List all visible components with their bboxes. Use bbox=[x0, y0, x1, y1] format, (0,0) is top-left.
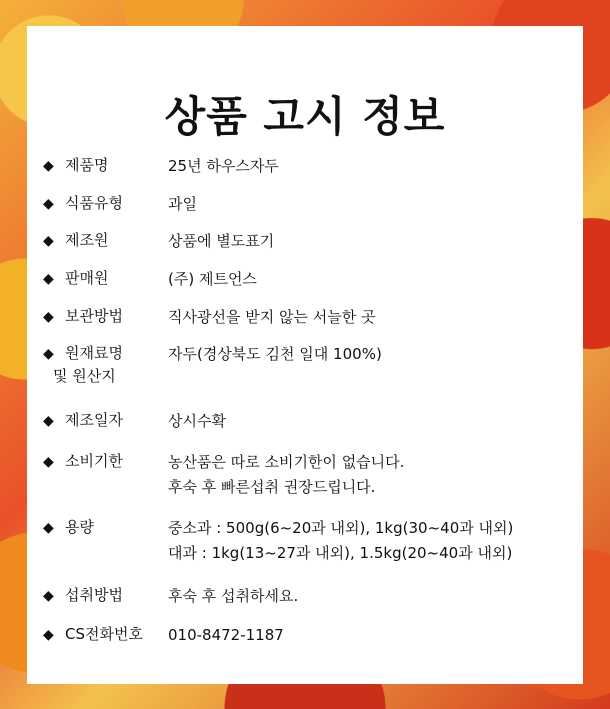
value-expiry-line1: 농산품은 따로 소비기한이 없습니다. bbox=[168, 453, 405, 471]
label-product-name: 제품명 bbox=[65, 156, 109, 174]
diamond-bullet-icon: ◆ bbox=[43, 271, 54, 287]
diamond-bullet-icon: ◆ bbox=[43, 346, 54, 362]
diamond-bullet-icon: ◆ bbox=[43, 588, 54, 604]
label-cs-phone: CS전화번호 bbox=[65, 625, 143, 643]
page-title: 상품 고시 정보 bbox=[164, 92, 446, 141]
label-food-type: 식품유형 bbox=[65, 194, 123, 212]
value-product-name: 25년 하우스자두 bbox=[168, 157, 279, 175]
label-production-date: 제조일자 bbox=[65, 411, 123, 429]
label-ingredients: 원재료명 bbox=[65, 344, 123, 362]
label-ingredients-line2: 및 원산지 bbox=[53, 367, 116, 385]
label-expiry: 소비기한 bbox=[65, 452, 123, 470]
value-food-type: 과일 bbox=[168, 195, 197, 213]
info-card bbox=[27, 26, 583, 684]
value-ingredients: 자두(경상북도 김천 일대 100%) bbox=[168, 345, 382, 363]
value-consumption: 후숙 후 섭취하세요. bbox=[168, 587, 299, 605]
label-seller: 판매원 bbox=[65, 269, 109, 287]
diamond-bullet-icon: ◆ bbox=[43, 520, 54, 536]
value-capacity-line2: 대과 : 1kg(13~27과 내외), 1.5kg(20~40과 내외) bbox=[168, 544, 513, 562]
diamond-bullet-icon: ◆ bbox=[43, 454, 54, 470]
diamond-bullet-icon: ◆ bbox=[43, 413, 54, 429]
value-expiry-line2: 후숙 후 빠른섭취 권장드립니다. bbox=[168, 478, 376, 496]
value-capacity-line1: 중소과 : 500g(6~20과 내외), 1kg(30~40과 내외) bbox=[168, 519, 514, 537]
label-manufacturer: 제조원 bbox=[65, 231, 109, 249]
value-cs-phone: 010-8472-1187 bbox=[168, 626, 284, 644]
value-production-date: 상시수확 bbox=[168, 412, 226, 430]
diamond-bullet-icon: ◆ bbox=[43, 627, 54, 643]
label-capacity: 용량 bbox=[65, 518, 94, 536]
value-seller: (주) 제트언스 bbox=[168, 270, 257, 288]
diamond-bullet-icon: ◆ bbox=[43, 196, 54, 212]
diamond-bullet-icon: ◆ bbox=[43, 158, 54, 174]
label-storage: 보관방법 bbox=[65, 307, 123, 325]
diamond-bullet-icon: ◆ bbox=[43, 309, 54, 325]
value-manufacturer: 상품에 별도표기 bbox=[168, 232, 275, 250]
label-consumption: 섭취방법 bbox=[65, 586, 123, 604]
diamond-bullet-icon: ◆ bbox=[43, 233, 54, 249]
value-storage: 직사광선을 받지 않는 서늘한 곳 bbox=[168, 308, 376, 326]
